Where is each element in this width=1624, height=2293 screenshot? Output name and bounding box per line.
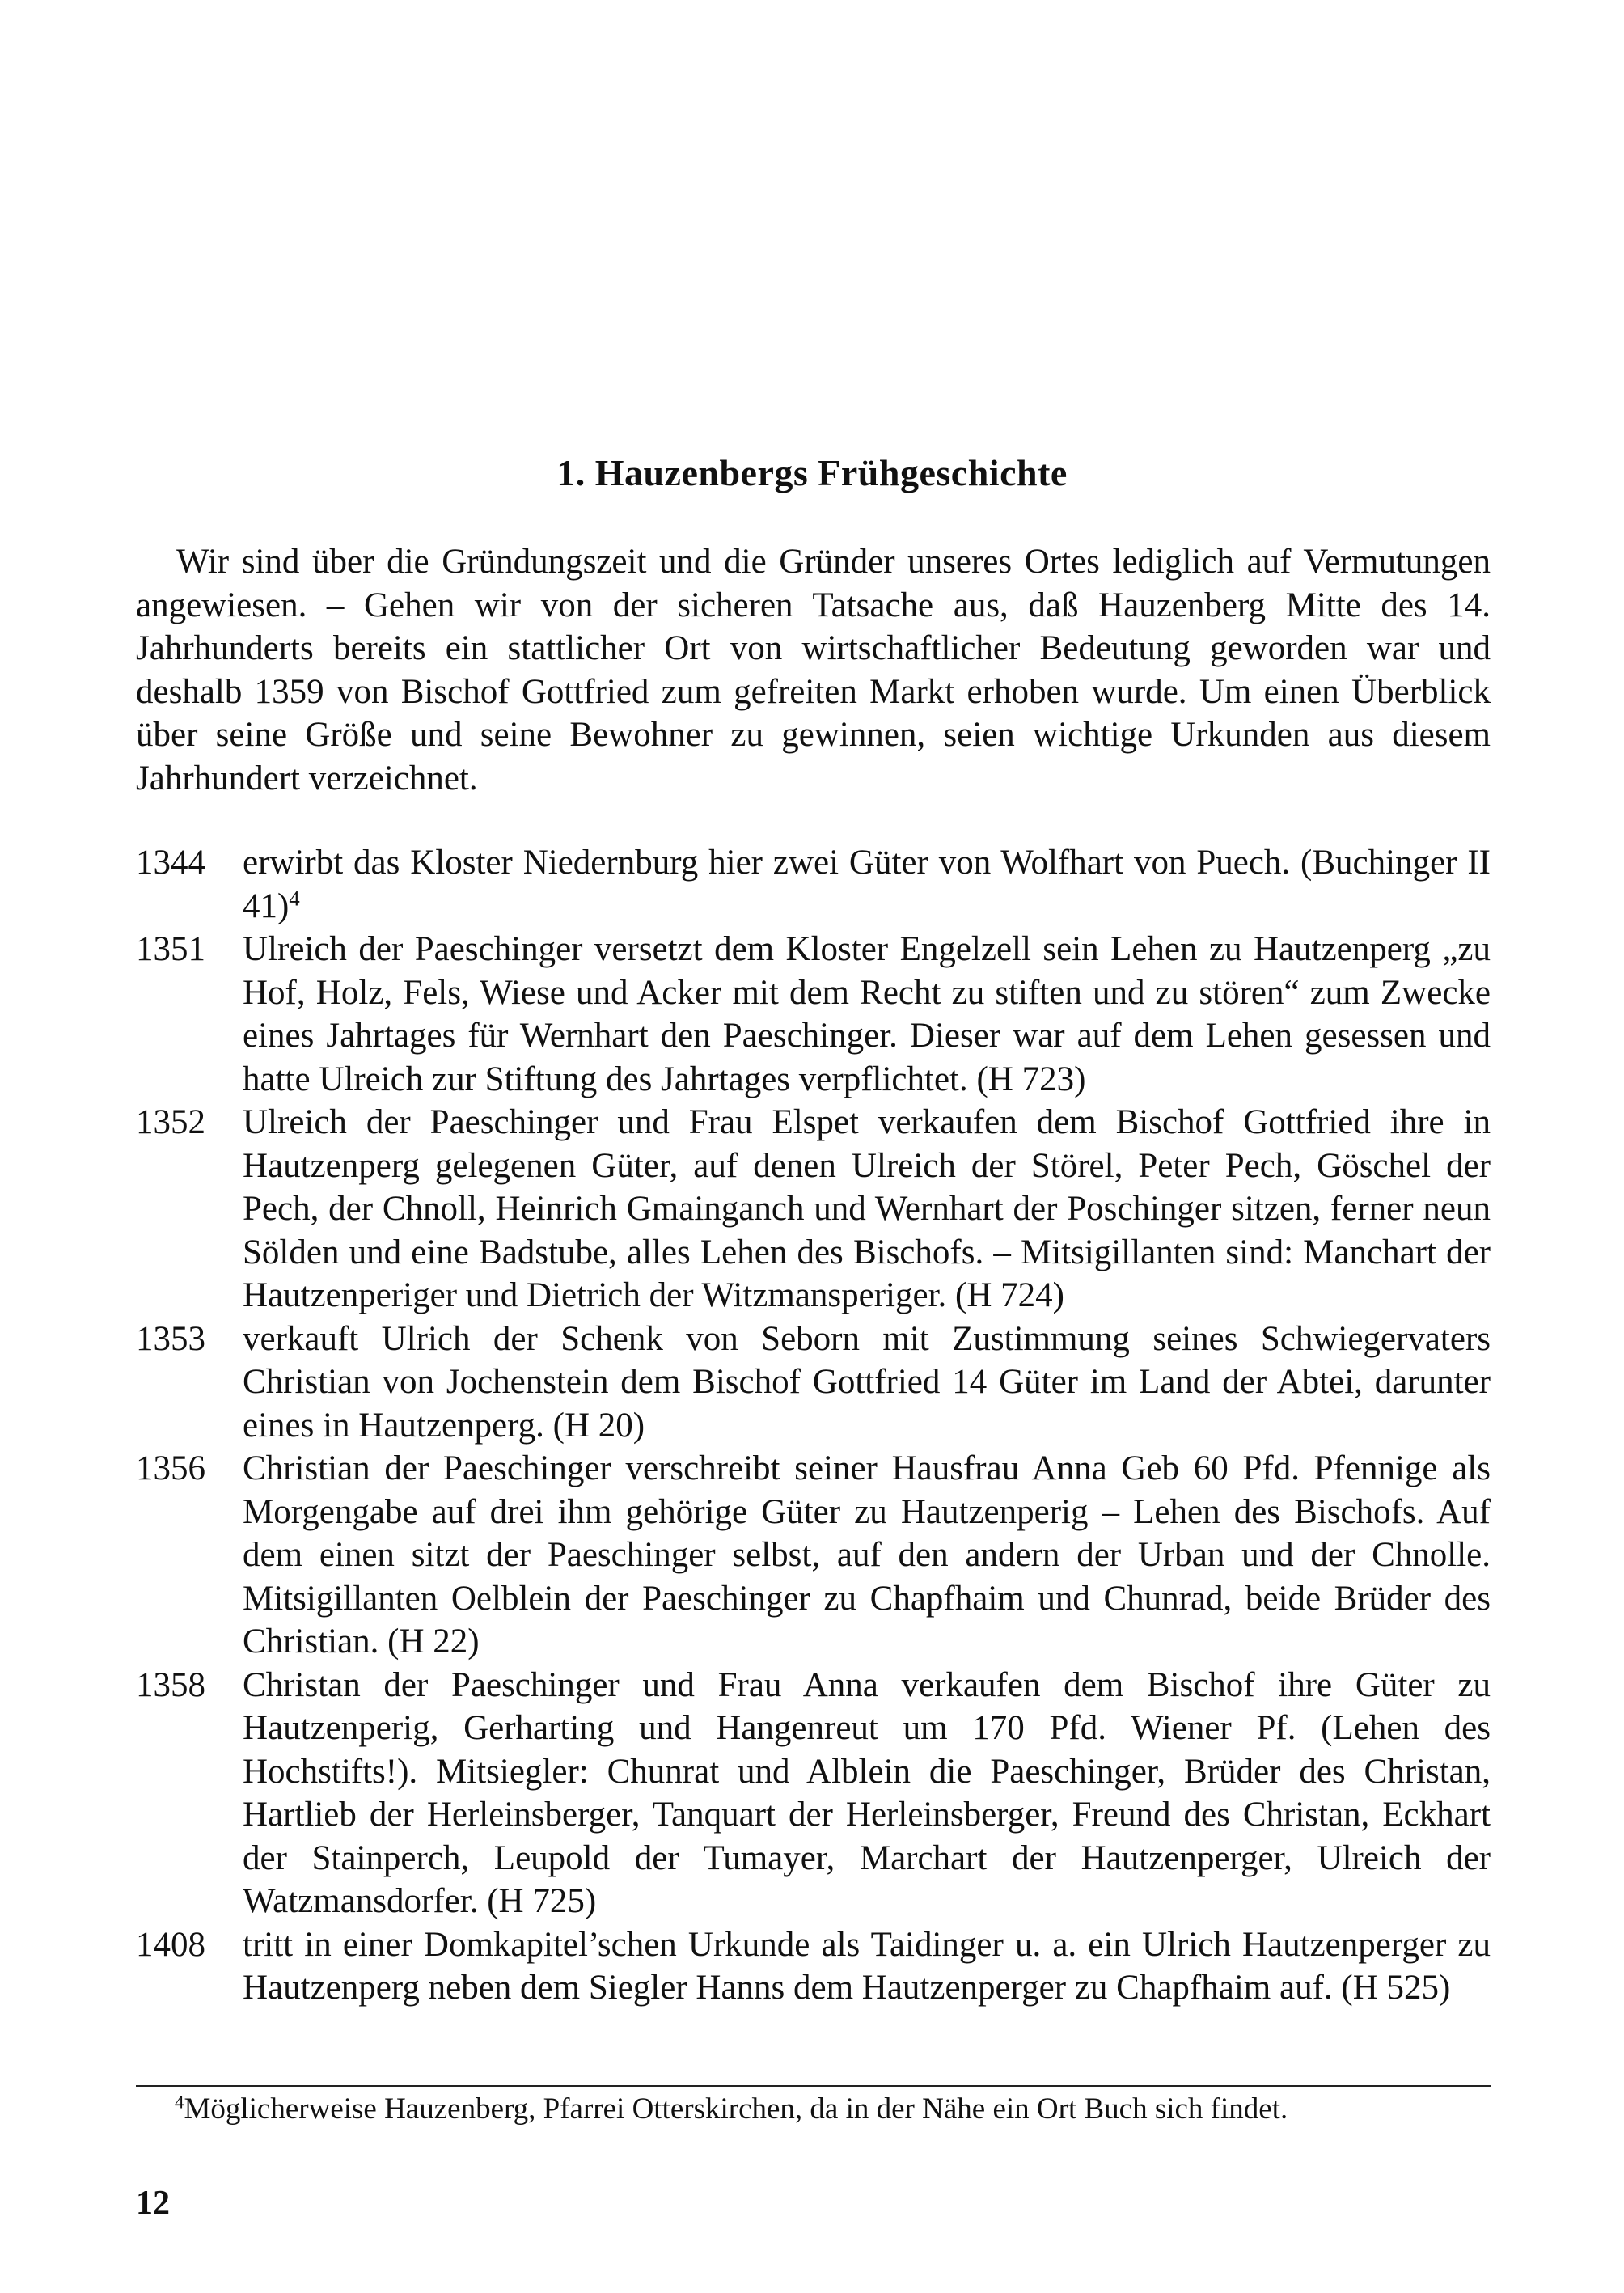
entry-text: verkauft Ulrich der Schenk von Seborn mit Zustimmung seines Schwiegervaters Christian von Jochenstein dem Bischof Gottfried 14 Güter im Land der Abtei, darunter eines in Hautzenperg. (H 20) [243, 1319, 1491, 1445]
chronicle-entry [136, 928, 1491, 1101]
chronicle-entry [136, 1101, 1491, 1318]
entry-year: 1344 [136, 844, 205, 882]
footnote [136, 2092, 1491, 2127]
chronicle-entry [136, 1318, 1491, 1448]
entry-text: Ulreich der Paeschinger und Frau Elspet verkaufen dem Bischof Gottfried ihre in Hautzenperg gelegenen Güter, auf denen Ulreich der Störel, Peter Pech, Göschel der Pech, der Chnoll, Heinrich Gmainganch und Wernhart der Poschinger sitzen, ferner neun Sölden und eine Badstube, alles Lehen des Bischofs. – Mitsigillanten sind: Manchart der Hautzenperiger und Dietrich der Witzmansperiger. (H 724) [243, 1103, 1491, 1314]
chapter-heading: 1. Hauzenbergs Frühgeschichte [556, 452, 1068, 493]
chronicle-entry [136, 841, 1491, 928]
entry-year: 1408 [136, 1925, 205, 1964]
chronicle-list [136, 841, 1491, 2010]
entry-year: 1353 [136, 1319, 205, 1358]
entry-text: Christian der Paeschinger verschreibt seiner Hausfrau Anna Geb 60 Pfd. Pfennige als Morgengabe auf drei ihm gehörige Güter zu Hautzenperig – Lehen des Bischofs. Auf dem einen sitzt der Paeschinger selbst, auf den andern der Urban und der Chnolle. Mitsigillanten Oelblein der Paeschinger zu Chapfhaim und Chunrad, beide Brüder des Christian. (H 22) [243, 1449, 1491, 1661]
entry-text: Christan der Paeschinger und Frau Anna verkaufen dem Bischof ihre Güter zu Hautzenperig, Gerharting und Hangenreut um 170 Pfd. Wiener Pf. (Lehen des Hochstifts!). Mitsiegler: Chunrat und Alblein die Paeschinger, Brüder des Christan, Hartlieb der Herleinsberger, Tanquart der Herleinsberger, Freund des Christan, Eckhart der Stainperch, Leupold der Tumayer, Marchart der Hautzenperger, Ulreich der Watzmansdorfer. (H 725) [243, 1665, 1491, 1920]
entry-year: 1352 [136, 1103, 205, 1141]
entry-year: 1358 [136, 1665, 205, 1704]
entry-year: 1351 [136, 930, 205, 968]
entry-year: 1356 [136, 1449, 205, 1487]
footnote-reference: 4 [289, 885, 300, 910]
footnote-marker: 4 [175, 2092, 184, 2113]
intro-paragraph: Wir sind über die Gründungszeit und die Gründer unseres Ortes lediglich auf Vermutungen angewiesen. – Gehen wir von der sicheren Tatsache aus, daß Hauzenberg Mitte des 14. Jahrhunderts bereits ein stattlicher Ort von wirtschaftlicher Bedeutung geworden war und deshalb 1359 von Bischof Gottfried zum gefreiten Markt erhoben wurde. Um einen Überblick über seine Größe und seine Bewohner zu gewinnen, seien wichtige Urkunden aus diesem Jahrhundert verzeichnet. [136, 543, 1491, 797]
chronicle-entry [136, 1923, 1491, 2010]
chronicle-entry [136, 1664, 1491, 1923]
footnote-divider [136, 2085, 1491, 2087]
entry-text: Ulreich der Paeschinger versetzt dem Kloster Engelzell sein Lehen zu Hautzenperg „zu Hof, Holz, Fels, Wiese und Acker mit dem Recht zu stiften und zu stören“ zum Zwecke eines Jahrtages für Wernhart den Paeschinger. Dieser war auf dem Lehen gesessen und hatte Ulreich zur Stiftung des Jahrtages verpflichtet. (H 723) [243, 930, 1491, 1098]
chronicle-entry [136, 1447, 1491, 1664]
page-number: 12 [136, 2185, 170, 2222]
entry-text [243, 841, 1491, 928]
entry-text-body: erwirbt das Kloster Niedernburg hier zwei Güter von Wolfhart von Puech. (Buchinger II 41) [243, 844, 1491, 925]
entry-text: tritt in einer Domkapitel’schen Urkunde als Taidinger u. a. ein Ulrich Hautzenperger zu Hautzenperg neben dem Siegler Hanns dem Hautzenperger zu Chapfhaim auf. (H 525) [243, 1925, 1491, 2007]
footnote-text: Möglicherweise Hauzenberg, Pfarrei Otterskirchen, da in der Nähe ein Ort Buch sich findet. [184, 2092, 1288, 2126]
